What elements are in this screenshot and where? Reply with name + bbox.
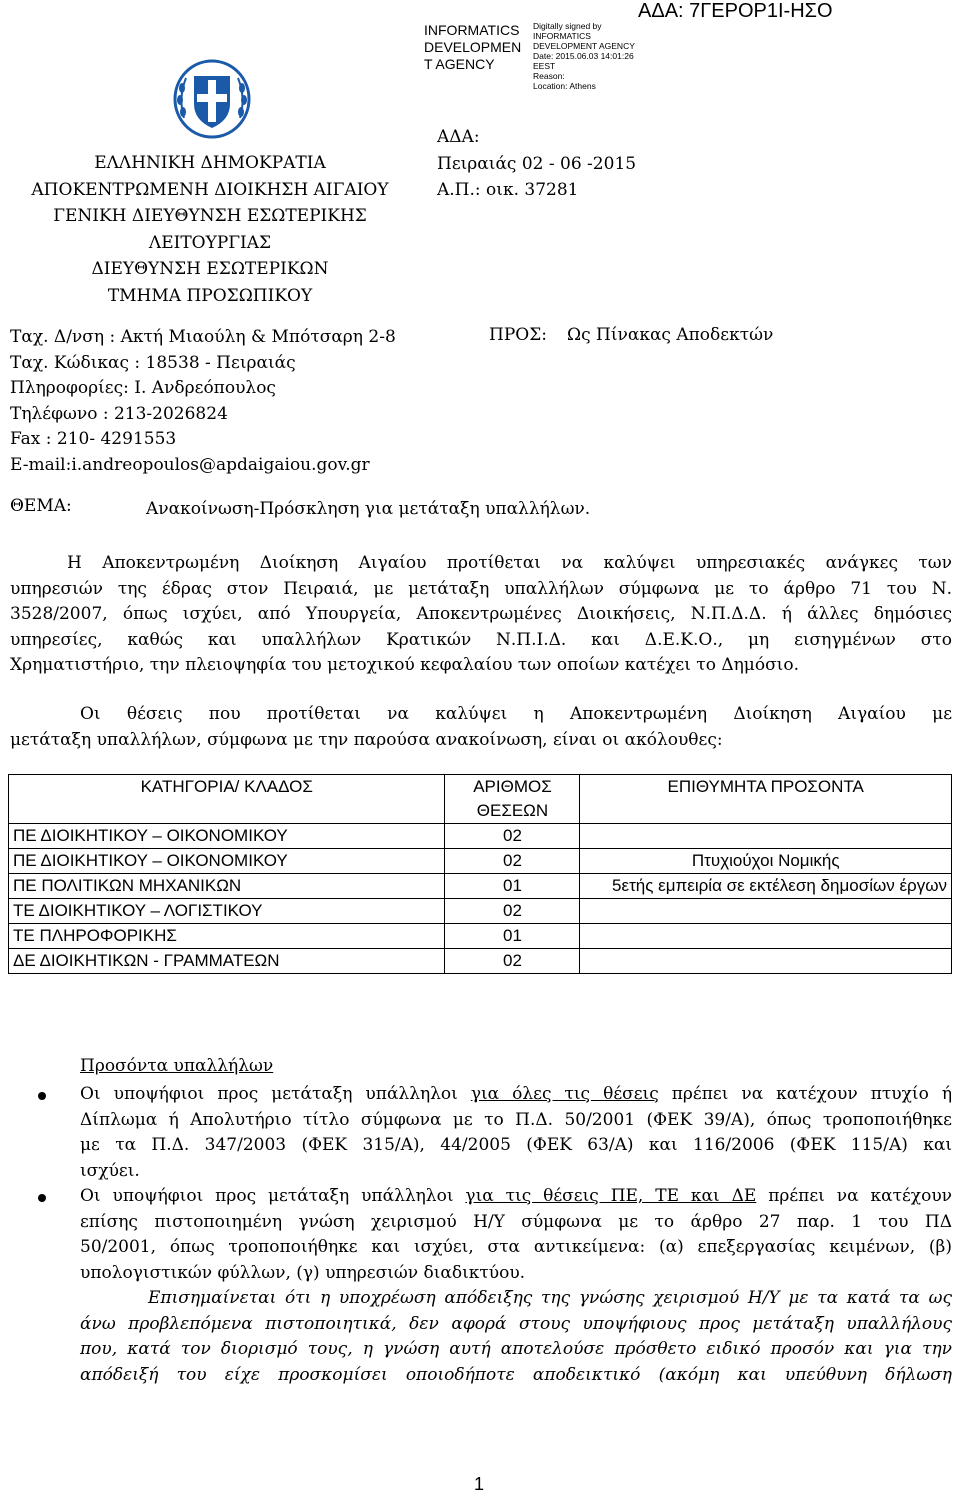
table-row (9, 949, 952, 974)
table-row (9, 874, 952, 899)
signature-details (533, 21, 635, 91)
signature-org-line: INFORMATICS (424, 22, 520, 38)
italic-note-line: απόδειξή του είχε προσκομίσει οποιοδήποτε αποδεικτικό (ακόμη και υπεύθυνη δήλωση (80, 1364, 952, 1385)
qualification-item-2 (80, 1184, 952, 1388)
bullet-icon (38, 1194, 46, 1202)
table-row (9, 824, 952, 849)
subject-label: ΘΕΜΑ: (10, 496, 72, 516)
doc-meta (437, 124, 636, 204)
cell-count: 02 (445, 849, 580, 874)
issuer-block (0, 150, 420, 309)
cell-qualification (580, 949, 952, 974)
paragraph-line: μετάταξη υπαλλήλων, σύμφωνα με την παρούσα ανακοίνωση, είναι οι ακόλουθες: (10, 729, 723, 750)
signature-detail: DEVELOPMENT AGENCY (533, 41, 635, 51)
date-line: Πειραιάς 02 - 06 -2015 (437, 153, 637, 174)
cell-count: 01 (445, 924, 580, 949)
contact-info: Πληροφορίες: Ι. Ανδρεόπουλος (10, 378, 276, 398)
table-row (9, 924, 952, 949)
qualifications-heading: Προσόντα υπαλλήλων (80, 1056, 274, 1076)
signature-detail: Date: 2015.06.03 14:01:26 (533, 51, 634, 61)
subject-value: Ανακοίνωση-Πρόσκληση για μετάταξη υπαλλήλων. (146, 499, 591, 519)
bullet-icon (38, 1092, 46, 1100)
signature-org-line: T AGENCY (424, 56, 495, 72)
underlined-phrase: για τις θέσεις ΠΕ, ΤΕ και ΔΕ (465, 1186, 757, 1206)
cell-count: 02 (445, 899, 580, 924)
signature-detail: EEST (533, 61, 556, 71)
cell-count: 01 (445, 874, 580, 899)
cell-qualification: 5ετής εμπειρία σε εκτέλεση δημοσίων έργων (580, 874, 952, 899)
qualification-item-1 (80, 1082, 952, 1184)
issuer-line: ΤΜΗΜΑ ΠΡΟΣΩΠΙΚΟΥ (107, 285, 313, 306)
paragraph-line: Οι υποψήφιοι προς μετάταξη υπάλληλοι για τις θέσεις ΠΕ, ΤΕ και ΔΕ πρέπει να κατέχουν (80, 1186, 953, 1206)
contact-fax: Fax : 210- 4291553 (10, 429, 177, 449)
contact-postcode: Ταχ. Κώδικας : 18538 - Πειραιάς (10, 352, 296, 373)
italic-note-line: που, κατά τον διορισμό τους, η γνώση αυτή αποτελούσε πρόσθετο ειδικό προσόν και για την (80, 1339, 952, 1359)
header-count: ΑΡΙΘΜΟΣ ΘΕΣΕΩΝ (445, 775, 580, 824)
header-qualifications: ΕΠΙΘΥΜΗΤΑ ΠΡΟΣΟΝΤΑ (580, 775, 952, 824)
recipient-value: Ως Πίνακας Αποδεκτών (567, 325, 774, 345)
recipient-label: ΠΡΟΣ: (489, 325, 547, 345)
issuer-line: ΓΕΝΙΚΗ ΔΙΕΥΘΥΝΣΗ ΕΣΩΤΕΡΙΚΗΣ (53, 206, 367, 226)
paragraph-line: 3528/2007, όπως ισχύει, από Υπουργεία, Αποκεντρωμένες Διοικήσεις, Ν.Π.Δ.Δ. ή άλλες δημόσιες (10, 604, 952, 624)
page-number: 1 (474, 1474, 485, 1494)
paragraph-line: υπηρεσίες, καθώς και υπαλλήλων Κρατικών Ν.Π.Ι.Δ. και Δ.Ε.Κ.Ο., μη εισηγμένων στο (10, 629, 952, 650)
table-row (9, 849, 952, 874)
signature-org (424, 22, 521, 73)
table-header-row (9, 775, 952, 824)
cell-category: ΔΕ ΔΙΟΙΚΗΤΙΚΩΝ - ΓΡΑΜΜΑΤΕΩΝ (9, 949, 445, 974)
ada-label: ΑΔΑ: (437, 127, 480, 147)
paragraph-line: Οι θέσεις που προτίθεται να καλύψει η Αποκεντρωμένη Διοίκηση Αιγαίου με (80, 704, 952, 724)
contact-email: E-mail:i.andreopoulos@apdaigaiou.gov.gr (10, 454, 370, 475)
paragraph-line: υπολογιστικών φύλλων, (γ) υπηρεσιών διαδικτύου. (80, 1262, 526, 1283)
issuer-line: ΔΙΕΥΘΥΝΣΗ ΕΣΩΤΕΡΙΚΩΝ (91, 259, 329, 279)
cell-category: ΠΕ ΠΟΛΙΤΙΚΩΝ ΜΗΧΑΝΙΚΩΝ (9, 874, 445, 899)
paragraph-intro (10, 551, 952, 679)
cell-category: ΠΕ ΔΙΟΙΚΗΤΙΚΟΥ – ΟΙΚΟΝΟΜΙΚΟΥ (9, 824, 445, 849)
underlined-phrase: για όλες τις θέσεις (470, 1084, 659, 1104)
cell-qualification: Πτυχιούχοι Νομικής (580, 849, 952, 874)
signature-detail: INFORMATICS (533, 31, 591, 41)
italic-note-line: Επισημαίνεται ότι η υποχρέωση απόδειξης της γνώσης χειρισμού Η/Υ με τα κατά τα ως (148, 1288, 952, 1308)
greek-coat-of-arms-icon (172, 58, 252, 145)
cell-count: 02 (445, 824, 580, 849)
cell-qualification (580, 824, 952, 849)
cell-count: 02 (445, 949, 580, 974)
contact-phone: Τηλέφωνο : 213-2026824 (10, 403, 228, 424)
ada-top-label: ΑΔΑ: 7ΓΕΡΟΡ1Ι-ΗΣΟ (638, 0, 833, 22)
positions-table (8, 774, 952, 974)
cell-category: ΤΕ ΔΙΟΙΚΗΤΙΚΟΥ – ΛΟΓΙΣΤΙΚΟΥ (9, 899, 445, 924)
paragraph-line: Δίπλωμα ή Απολυτήριο τίτλο σύμφωνα με το Π.Δ. 50/2001 (ΦΕΚ 39/Α), όπως τροποποιήθηκε (80, 1109, 952, 1130)
paragraph-line: Η Αποκεντρωμένη Διοίκηση Αιγαίου προτίθεται να καλύψει υπηρεσιακές ανάγκες των (67, 553, 952, 573)
issuer-line: ΕΛΛΗΝΙΚΗ ΔΗΜΟΚΡΑΤΙΑ (94, 153, 326, 173)
issuer-line: ΑΠΟΚΕΝΤΡΩΜΕΝΗ ΔΙΟΙΚΗΣΗ ΑΙΓΑΙΟΥ (31, 179, 389, 200)
paragraph-line: υπηρεσιών της έδρας στον Πειραιά, με μετάταξη υπαλλήλων σύμφωνα με το άρθρο 71 του Ν. (10, 578, 952, 599)
signature-org-line: DEVELOPMEN (424, 39, 522, 55)
cell-category: ΠΕ ΔΙΟΙΚΗΤΙΚΟΥ – ΟΙΚΟΝΟΜΙΚΟΥ (9, 849, 445, 874)
paragraph-line: με τα Π.Δ. 347/2003 (ΦΕΚ 315/Α), 44/2005 (ΦΕΚ 63/Α) και 116/2006 (ΦΕΚ 115/Α) και (80, 1135, 952, 1155)
paragraph-line: επίσης πιστοποιημένη γνώση χειρισμού Η/Υ σύμφωνα με το άρθρο 27 παρ. 1 του ΠΔ (80, 1211, 952, 1232)
header-category: ΚΑΤΗΓΟΡΙΑ/ ΚΛΑΔΟΣ (9, 775, 445, 824)
signature-detail: Digitally signed by (533, 21, 602, 31)
italic-note-line: άνω προβλεπόμενα πιστοποιητικά, δεν αφορά στους υποψήφιους προς μετάταξη υπαλλήλους (80, 1313, 952, 1334)
ref-line: Α.Π.: οικ. 37281 (437, 180, 579, 200)
paragraph-positions-intro (10, 702, 952, 753)
contact-address: Ταχ. Δ/νση : Ακτή Μιαούλη & Μπότσαρη 2-8 (10, 327, 396, 347)
table-row (9, 899, 952, 924)
paragraph-line: Οι υποψήφιοι προς μετάταξη υπάλληλοι για όλες τις θέσεις πρέπει να κατέχουν πτυχίο ή (80, 1084, 953, 1104)
paragraph-line: Χρηματιστήριο, την πλειοψηφία του μετοχικού κεφαλαίου των οποίων κατέχει το Δημόσιο. (10, 655, 799, 675)
cell-qualification (580, 899, 952, 924)
contact-block (10, 325, 396, 478)
cell-qualification (580, 924, 952, 949)
signature-detail: Reason: (533, 71, 565, 81)
issuer-line: ΛΕΙΤΟΥΡΓΙΑΣ (148, 232, 272, 253)
signature-detail: Location: Athens (533, 81, 596, 91)
paragraph-line: ισχύει. (80, 1160, 140, 1181)
cell-category: ΤΕ ΠΛΗΡΟΦΟΡΙΚΗΣ (9, 924, 445, 949)
paragraph-line: 50/2001, όπως τροποποιήθηκε και ισχύει, στα αντικείμενα: (α) επεξεργασίας κειμένων, (β) (80, 1237, 952, 1257)
